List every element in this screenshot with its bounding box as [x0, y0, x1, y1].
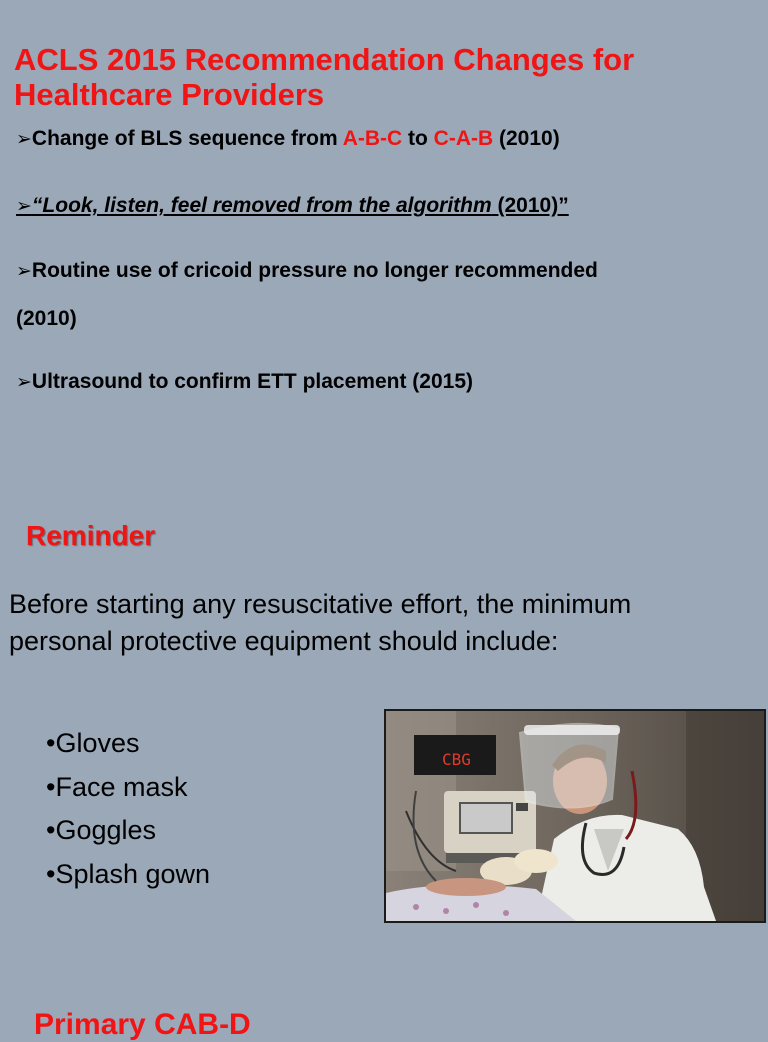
bullet-text: to — [402, 127, 434, 150]
arrow-bullet-icon: ➢ — [16, 372, 32, 393]
photo-illustration — [386, 711, 764, 921]
bullet-year: (2010)” — [491, 194, 569, 217]
bullet-cricoid-pressure — [16, 259, 598, 283]
list-item: •Face mask — [46, 771, 188, 802]
bullet-text: Routine use of cricoid pressure no longer recommended — [31, 259, 598, 282]
reminder-heading: Reminder — [26, 520, 156, 551]
bullet-ultrasound-ett — [16, 370, 473, 394]
bullet-bls-sequence — [16, 127, 560, 151]
list-item: •Goggles — [46, 815, 157, 845]
bullet-text: Ultrasound to confirm ETT placement (2015) — [31, 370, 473, 393]
slide-title: ACLS 2015 Recommendation Changes for Healthcare Providers — [14, 42, 635, 112]
bullet-year: (2010) — [493, 127, 560, 150]
arrow-bullet-icon: ➢ — [16, 129, 32, 150]
list-item: •Gloves — [46, 728, 140, 758]
list-item: •Splash gown — [46, 858, 211, 889]
sequence-cab: C-A-B — [433, 127, 494, 150]
arrow-bullet-icon: ➢ — [16, 261, 32, 282]
bullet-look-listen-feel — [16, 194, 569, 218]
footer-heading: Primary CAB-D — [34, 1008, 251, 1041]
face-shield — [520, 724, 618, 808]
bullet-text: Change of BLS sequence from — [31, 127, 343, 150]
clinician-ppe-photo — [384, 709, 766, 923]
ppe-list — [46, 722, 210, 896]
monitor-readout: CBG — [442, 750, 471, 769]
bullet-italic-quote: “Look, listen, feel removed from the algorithm — [31, 194, 492, 217]
sequence-abc: A-B-C — [342, 127, 403, 150]
arrow-bullet-icon: ➢ — [16, 196, 32, 217]
ppe-intro-text: Before starting any resuscitative effort, the minimum personal protective equipment should include: — [9, 589, 632, 656]
bullet-cricoid-year: (2010) — [16, 307, 77, 330]
